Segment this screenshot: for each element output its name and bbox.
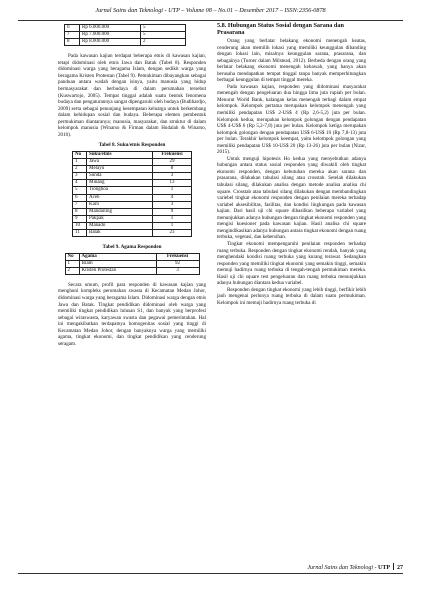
table-row xyxy=(73,159,192,166)
right-paragraph-2: Pada kawasan kajian, responden yang didominasi masyarakat menengah dengan pengeluaran dua hingga lima juta rupiah per bulan. Menurut World Bank, kalangan kelas menengah terbagi dalam empat kelompok. Kelompok pertama merupakan kelompok menengah yang memiliki pendapatan US$ 2-US$ 4 (Rp 2,6-5,2) juta per bulan. Kelompok kedua, merupakan kelompok golongan dengan pendapatan US$ 4-US$ 6 (Rp 5,2-7,8) juta per bulan. Kelompok ketiga merupakan kelompok golongan dengan pendapatan US$ 6-US$ 10 (Rp 7,8-13) juta per bulan. Terakhir kelompok keempat, yaitu kelompok golongan yang memiliki pendapatan US$ 10-US$ 20 (Rp 13-26) juta per bulan (Nizar, 2015). xyxy=(217,83,366,156)
right-paragraph-5: Responden dengan tingkat ekonomi yang lebih tinggi, berfikir lebih jauh mengenai perlunya ruang terbuka di dalam suatu permukiman. Kelompok ini memuji hadirnya ruang terbuka di xyxy=(217,286,366,306)
table-cell: Sunda xyxy=(87,173,153,180)
page-number: 27 xyxy=(397,565,403,571)
table-row xyxy=(65,39,186,46)
table-cell: 3 xyxy=(73,173,87,180)
header-text: Jurnal Sains dan Teknologi - UTP – Volume 08 – No.01 – Desember 2017 – ISSN:2356-0878 xyxy=(95,7,326,14)
table-cell: 1 xyxy=(65,260,79,267)
cell-frequency: 5 xyxy=(141,25,186,32)
table-cell: 2 xyxy=(65,267,79,274)
table-cell: Minang xyxy=(87,180,153,187)
cell-income: Rp 6.000.000 xyxy=(80,25,141,32)
table-cell: Melayu xyxy=(87,166,153,173)
table-row xyxy=(73,166,192,173)
table-cell: 6 xyxy=(73,194,87,201)
footer-journal: Jurnal Sains dan Teknologi xyxy=(307,565,373,571)
table-cell: 13 xyxy=(153,180,192,187)
table-cell: 10 xyxy=(73,222,87,229)
right-column xyxy=(217,22,366,306)
table-row xyxy=(73,222,192,229)
table-row xyxy=(65,25,186,32)
table-cell: 29 xyxy=(153,159,192,166)
cell-frequency: 5 xyxy=(141,32,186,39)
table-cell: Mandailing xyxy=(87,208,153,215)
table-cell: Kristen Protestan xyxy=(79,267,156,274)
table-cell: Karo xyxy=(87,201,153,208)
column-header: No xyxy=(65,253,79,260)
table-row xyxy=(73,208,192,215)
left-column xyxy=(58,22,206,347)
table-cell: 1 xyxy=(153,187,192,194)
table-row xyxy=(73,194,192,201)
right-paragraph-1: Orang yang berlatar belakang ekonomi menengah keatas, cenderung akan memilih lokasi yang memiliki keunggulan dibanding dengan lokasi lain, misalnya keunggulan sarana, prasarana, dan sebagainya (Turner dalam Milstead, 2012). Berbeda dengan orang yang berlatar belakang ekonomi menengah kebawah, yang hanya akan berusaha mendapatkan tempat tinggal tanpa banyak memperhitungkan berbagai keunggulan di tempat tinggal mereka. xyxy=(217,38,366,84)
table-header-row xyxy=(65,253,199,260)
table-row xyxy=(65,267,199,274)
column-header: No xyxy=(73,151,87,158)
table-cell: 23 xyxy=(153,229,192,236)
table8-caption: Tabel 8. Suku/etnis Responden xyxy=(98,142,166,149)
section-heading: 5.8. Hubungan Status Sosial dengan Sarana dan Prasarana xyxy=(217,22,344,36)
left-paragraph-2: Secara umum, profil para responden di kawasan kajian yang menghuni kompleks perumahan swasta di Kecamatan Medan Johor, didominasi warga yang beragama Islam. Didominasi warga dengan etnis Jawa dan Batak. Tingkat pendidikan didominasi oleh warga yang memiliki tingkat pendidikan lulusan S1, dan banyak yang berprofesi sebagai wiraswasta, karyawan swasta dan pegawai pemerintahan. Hal ini mengakibatkan terdapatnya homogenitas sosial yang tinggi di Kecamatan Medan Johor, dengan banyaknya warga yang memiliki agama, tingkat ekonomi, dan tingkat pendidikan yang cenderung seragam. xyxy=(58,281,206,347)
table-cell: Tionghoa xyxy=(87,187,153,194)
table-cell: Jawa xyxy=(87,159,153,166)
table-row xyxy=(73,215,192,222)
table-cell: Batak xyxy=(87,229,153,236)
table-cell: 5 xyxy=(73,187,87,194)
table-cell: Islam xyxy=(79,260,156,267)
table-cell: 9 xyxy=(73,215,87,222)
table-cell: 4 xyxy=(73,180,87,187)
table-cell: 3 xyxy=(156,267,199,274)
table-cell: 92 xyxy=(156,260,199,267)
right-paragraph-4: Tingkat ekonomi mempengaruhi penilaian responden terhadap ruang terbuka. Responden dengan tingkat ekonomi rendah, banyak yang menghendaki kondisi ruang terbuka yang kurang terawat. Sedangkan responden yang memiliki tingkat ekonomi yang semakin tinggi, semakin memuji hadirnya ruang terbuka di tengah-tengah permukiman mereka. Hasil uji chi square test pengeluaran dan ruang terbuka menunjukkan adanya hubungan diantara kedua variabel. xyxy=(217,240,366,287)
footer-rule xyxy=(18,573,403,574)
right-paragraph-3: Untuk menguji hipotesis Ho kedua yang menyebutkan adanya hubungan antara status sosial responden yang diwakili oleh tingkat ekonomi responden, dengan kebutuhan mereka akan sarana dan prasarana, dilakukan tabulasi silang atau crosstab. Setelah dilakukan tabulasi silang, dilakukan analisa dengan metode analisa analisa chi square. Crosstab atau tabulasi silang dilakukan dengan membandingkan variebel tingkat ekonomi responden dengan penilaian mereka terhadap variabel aksesibilitas, fasilitas, dan kondisi lingkungan pada kawasan kajian. Dari hasil uji chi square dihasilkan beberapa variabel yang menunjukkan adanya hubungan dengan tingkat ekonomi responden yang mengisi kuesioner pada kawasan kajian. Hasil analisa chi square mengindikasikan adanya hubungan antara tingkat ekonomi dengan ruang terbuka, vegetasi, dan kebersihan. xyxy=(217,155,366,241)
table-cell: 3 xyxy=(153,173,192,180)
page-footer: Jurnal Sains dan Teknologi - UTP 27 xyxy=(307,565,403,571)
table-row xyxy=(65,32,186,39)
table-row xyxy=(73,173,192,180)
cell-no: 6 xyxy=(65,25,80,32)
table-cell: Manado xyxy=(87,222,153,229)
table-cell: 1 xyxy=(153,222,192,229)
table-row xyxy=(73,229,192,236)
table-cell: Pakpak xyxy=(87,215,153,222)
column-header: Frekuensi xyxy=(153,151,192,158)
column-header: Agama xyxy=(79,253,156,260)
cell-no: 8 xyxy=(65,39,80,46)
running-header xyxy=(18,4,403,21)
footer-utp: UTP xyxy=(378,565,390,571)
table-cell: 2 xyxy=(73,166,87,173)
table-row xyxy=(73,187,192,194)
left-paragraph-1: Pada kawasan kajian terdapat beberapa etnis di kawasan kajian, tetapi didominasi oleh etnis Jawa dan Batak (Tabel 8). Responden didominasi warga yang beragama Islam, dengan sedikit warga yang beragama Kristen Protestan (Tabel 9). Pemukiman dibayangkan sebagai panduan antara wadah dengan isinya, yaitu manusia yang hidup bermasyarakat dan berbudaya di dalam perumahan tersebut (Kuswartojo, 2005). Tempat tinggal adalah suatu bentuk fenomena budaya dan pengaturannya sangat dipengaruhi oleh budaya (Budihardjo, 2009) serta sebagai penunjang kesempatan keluarga untuk berkembang dalam kehidupan sosial dan budaya. Beberapa elemen pembentuk permukiman diantaranya; manusia, masyarakat, dan struktur di dalam kelompok manusia (Winarso & Firman dalam Hudalah & Winarso, 2010). xyxy=(58,53,206,138)
table-header-row xyxy=(73,151,192,158)
table-agama xyxy=(65,253,200,275)
table-cell: 8 xyxy=(73,208,87,215)
table-cell: 9 xyxy=(153,208,192,215)
cell-no: 7 xyxy=(65,32,80,39)
table-row xyxy=(65,260,199,267)
cell-frequency: 2 xyxy=(141,39,186,46)
table9-caption: Tabel 9. Agama Responden xyxy=(102,244,162,251)
cell-income: Rp 8.000.000 xyxy=(80,39,141,46)
table-suku-etnis xyxy=(72,151,192,237)
table-row xyxy=(73,201,192,208)
table-cell: 7 xyxy=(73,201,87,208)
table-cell: 1 xyxy=(73,159,87,166)
column-header: Frekuensi xyxy=(156,253,199,260)
table-cell: 1 xyxy=(153,215,192,222)
table-row xyxy=(73,180,192,187)
footer-divider xyxy=(393,563,394,570)
column-header: Suku/etnis xyxy=(87,151,153,158)
table-cell: 4 xyxy=(153,194,192,201)
table-cell: 3 xyxy=(153,201,192,208)
cell-income: Rp 7.000.000 xyxy=(80,32,141,39)
table-cell: 11 xyxy=(73,229,87,236)
table-cell: 8 xyxy=(153,166,192,173)
table-cell: Aceh xyxy=(87,194,153,201)
income-table-continued xyxy=(64,24,186,46)
